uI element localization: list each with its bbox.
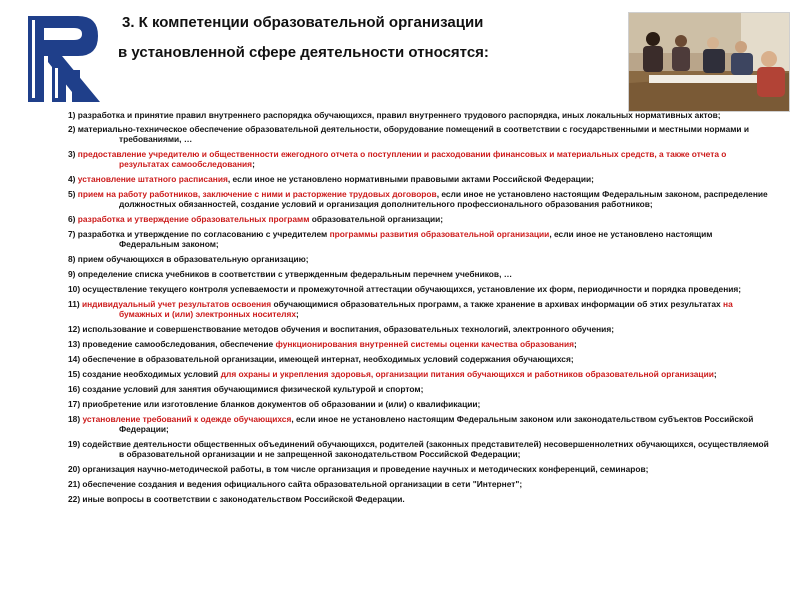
item-text: ; bbox=[713, 369, 717, 379]
list-item bbox=[68, 269, 770, 279]
list-item bbox=[68, 369, 770, 379]
title-line-1: 3. К компетенции образовательной организации bbox=[122, 14, 484, 31]
item-text: ; bbox=[573, 339, 577, 349]
list-item bbox=[68, 214, 770, 224]
list-item bbox=[68, 339, 770, 349]
item-text: 17) приобретение или изготовление бланков документов об образовании и (или) о квалификации; bbox=[68, 399, 481, 409]
item-text: 18) bbox=[68, 414, 83, 424]
item-text: 21) обеспечение создания и ведения официального сайта образовательной организации в сети "Интернет"; bbox=[68, 479, 523, 489]
highlighted-text: функционирования внутренней системы оценки качества образования bbox=[275, 339, 574, 349]
list-item bbox=[68, 354, 770, 364]
list-item bbox=[68, 479, 770, 489]
item-text: 4) bbox=[68, 174, 78, 184]
item-text: 20) организация научно-методической работы, в том числе организация и проведение научных и методических конференций, семинаров; bbox=[68, 464, 649, 474]
item-text: ; bbox=[296, 309, 299, 319]
list-item bbox=[68, 464, 770, 474]
item-text: 13) проведение самообследования, обеспечение bbox=[68, 339, 276, 349]
item-text: обучающимися образовательных программ, а также хранение в архивах информации об этих результатах bbox=[271, 299, 724, 309]
item-text: 3) bbox=[68, 149, 78, 159]
competencies-list bbox=[68, 110, 770, 509]
item-text: 22) иные вопросы в соответствии с законодательством Российской Федерации. bbox=[68, 494, 405, 504]
item-text: , если иное не установлено нормативными правовыми актами Российской Федерации; bbox=[227, 174, 594, 184]
highlighted-text: разработка и утверждение образовательных программ bbox=[77, 214, 310, 224]
highlighted-text: программы развития образовательной организации bbox=[329, 229, 550, 239]
list-item bbox=[68, 384, 770, 394]
highlighted-text: для охраны и укрепления здоровья, организации питания обучающихся и работников образовательной организации bbox=[220, 369, 714, 379]
item-text: 19) содействие деятельности общественных объединений обучающихся, родителей (законных представителей) несовершеннолетних обучающихся, осуществляемой в образовательной организации и не запрещенной законодательством Российской Федерации; bbox=[68, 439, 769, 459]
university-logo bbox=[22, 10, 108, 106]
list-item bbox=[68, 284, 770, 294]
list-item bbox=[68, 399, 770, 409]
item-text: 11) bbox=[68, 299, 82, 309]
item-text: 12) использование и совершенствование методов обучения и воспитания, образовательных технологий, электронного обучения; bbox=[68, 324, 614, 334]
title-line-2: в установленной сфере деятельности относятся: bbox=[118, 44, 489, 61]
item-text: 15) создание необходимых условий bbox=[68, 369, 221, 379]
item-text: 14) обеспечение в образовательной организации, имеющей интернат, необходимых условий содержания обучающихся; bbox=[68, 354, 574, 364]
list-item bbox=[68, 254, 770, 264]
highlighted-text: прием на работу работников, заключение с ними и расторжение трудовых договоров bbox=[77, 189, 437, 199]
item-text: 5) bbox=[68, 189, 78, 199]
list-item bbox=[68, 494, 770, 504]
item-text: , если иное не установлено настоящим Федеральным законом или законодательством субъектов Российской Федерации; bbox=[119, 414, 754, 434]
item-text: 8) прием обучающихся в образовательную организацию; bbox=[68, 254, 309, 264]
list-item bbox=[68, 124, 770, 144]
highlighted-text: индивидуальный учет результатов освоения bbox=[81, 299, 272, 309]
item-text: 10) осуществление текущего контроля успеваемости и промежуточной аттестации обучающихся, установление их форм, периодичности и порядка проведения; bbox=[68, 284, 742, 294]
item-text: 6) bbox=[68, 214, 78, 224]
meeting-photo bbox=[628, 12, 790, 112]
list-item bbox=[68, 110, 770, 120]
list-item bbox=[68, 299, 770, 319]
item-text: 2) материально-техническое обеспечение образовательной деятельности, оборудование помещений в соответствии с государственными и местными нормами и требованиями, … bbox=[68, 124, 750, 144]
item-text: , если иное не установлено настоящим Федеральным законом; bbox=[119, 229, 713, 249]
page-title bbox=[118, 8, 624, 68]
list-item bbox=[68, 414, 770, 434]
highlighted-text: установление штатного расписания bbox=[77, 174, 228, 184]
item-text: 9) определение списка учебников в соответствии с утвержденным федеральным перечнем учебников, … bbox=[68, 269, 513, 279]
list-item bbox=[68, 174, 770, 184]
list-item bbox=[68, 324, 770, 334]
highlighted-text: предоставление учредителю и общественности ежегодного отчета о поступлении и расходовании финансовых и материальных средств, а также отчета о результатах самообследования bbox=[77, 149, 727, 169]
list-item bbox=[68, 149, 770, 169]
highlighted-text: на бумажных и (или) электронных носителях bbox=[119, 299, 733, 319]
item-text: образовательной организации; bbox=[309, 214, 444, 224]
list-item bbox=[68, 229, 770, 249]
item-text: 16) создание условий для занятия обучающимися физической культурой и спортом; bbox=[68, 384, 424, 394]
item-text: ; bbox=[252, 159, 255, 169]
item-text: 7) разработка и утверждение по согласованию с учредителем bbox=[68, 229, 330, 239]
list-item bbox=[68, 439, 770, 459]
item-text: , если иное не установлено настоящим Федеральным законом, распределение должностных обязанностей, создание условий и организация дополнительного профессионального образования работников; bbox=[119, 189, 768, 209]
highlighted-text: установление требований к одежде обучающихся bbox=[82, 414, 292, 424]
item-text: 1) разработка и принятие правил внутреннего распорядка обучающихся, правил внутреннего трудового распорядка, иных локальных нормативных актов; bbox=[68, 110, 721, 120]
list-item bbox=[68, 189, 770, 209]
